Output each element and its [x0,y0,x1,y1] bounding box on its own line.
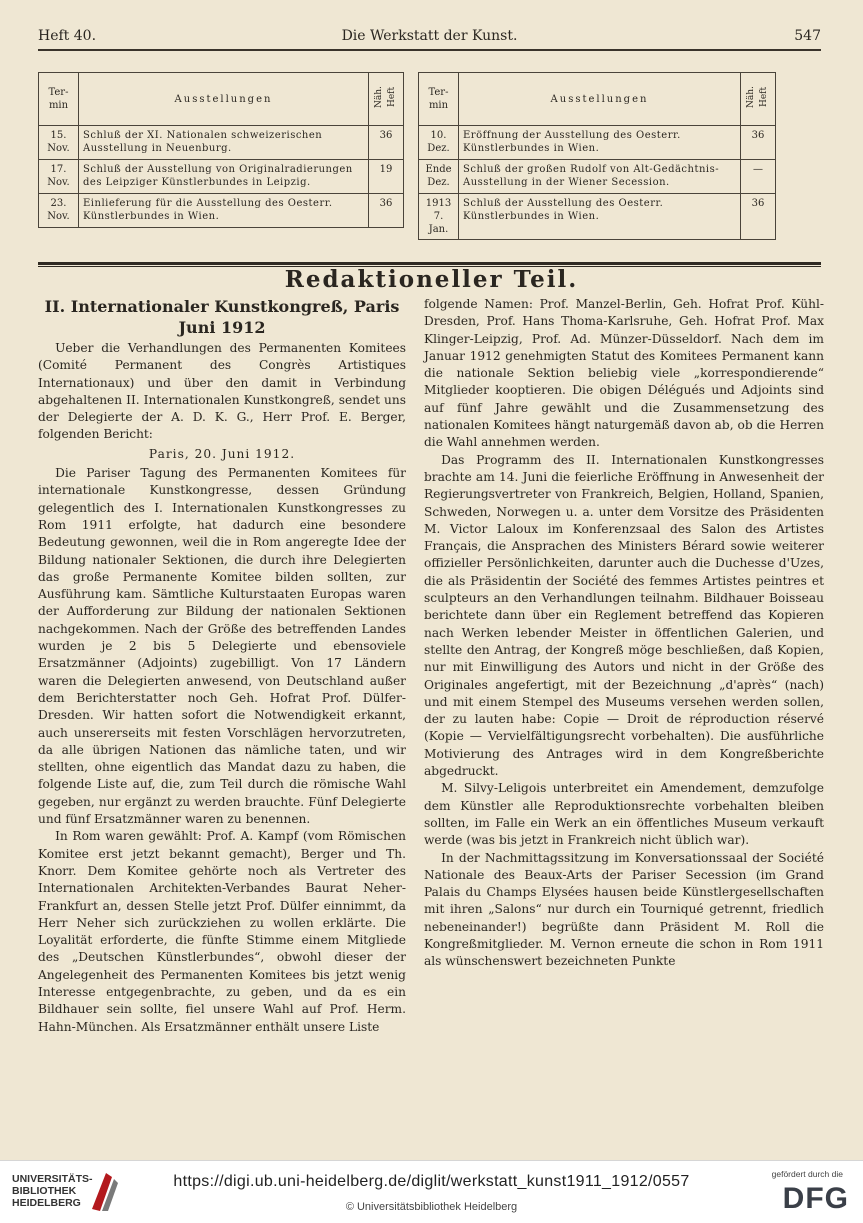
paragraph: Die Pariser Tagung des Permanenten Komitees für internationale Kunstkongresse, dessen Gründung gelegentlich des I. Internationalen Kunstkongresses zu Rom 1911 erfolgte, hat dadurch eine besondere Bedeutung gewonnen, weil die in Rom angeregte Idee der Bildung nationaler Sektionen, die durch ihre Delegierten das große Permanente Komitee bilden sollten, zur Ausführung kam. Sämtliche Kulturstaaten Europas waren der Aufforderung zur Bildung der nationalen Sektionen nachgekommen. Nach der Größe des betreffenden Landes wurden je 2 bis 5 Delegierte und ebensoviele Ersatzmänner (Adjoints) zugebilligt. Von 17 Ländern waren die Delegierten anwesend, von Deutschland außer dem Berichterstatter noch Geh. Hofrat Prof. Dülfer-Dresden. Wir hatten sofort die Notwendigkeit erkannt, auch unsererseits mit festen Vorschlägen hervorzutreten, da alle übrigen Nationen das nämliche taten, und wir stellten, ohne eigentlich das Mandat dazu zu haben, die folgende Liste auf, die, zum Teil durch die römische Wahl gegeben, nur ergänzt zu werden brauchte. Fünf Delegierte und fünf Ersatzmänner waren zu benennen. [38,466,406,827]
dfg-logo[interactable]: DFG [782,1182,849,1215]
termin-header: Ter-min [419,73,459,126]
exhibition-table-left [38,72,404,228]
text-column-right [424,296,824,971]
table-row: 23. Nov. Einlieferung für die Ausstellung des Oesterr. Künstlerbundes in Wien. 36 [39,194,404,228]
ausstellungen-header: Ausstellungen [459,73,741,126]
running-head [38,28,821,48]
table-row: 15. Nov. Schluß der XI. Nationalen schweizerischen Ausstellung in Neuenburg. 36 [39,126,404,160]
viewer-footer [0,1160,863,1223]
dateline: Paris, 20. Juni 1912. [148,446,296,461]
journal-title: Die Werkstatt der Kunst. [341,28,518,44]
paragraph: In der Nachmittagssitzung im Konversationssaal der Société Nationale des Beaux-Arts der Pariser Secession (im Grand Palais du Champs Elysées hausen beide Künstlergesellschaften mit ihren „Salons“ nur durch ein Tourniqué getrennt, friedlich nebeneinander!) begrüßte dann Präsident M. Roll die Kongreßmitglieder. M. Vernon erneute die schon in Rom 1911 als wünschenswert bezeichneten Punkte [424,850,824,969]
paragraph: folgende Namen: Prof. Manzel-Berlin, Geh. Hofrat Prof. Kühl-Dresden, Prof. Hans Thoma-Karlsruhe, Geh. Hofrat Prof. Max Klinger-Leipzig, Prof. Ad. Münzer-Düsseldorf. Nach dem im Januar 1912 genehmigten Statut des Komitees Permanent kann die nationale Sektion beliebig viele „korrespondierende“ Mitglieder kooptieren. Die obigen Délégués und Adjoints sind auf fünf Jahre gewählt und die Zusammensetzung des nationalen Komitees hängt naturgemäß davon ab, ob die Herren die Wahl annehmen werden. [424,297,824,450]
termin-header: Ter-min [39,73,79,126]
table-row: 1913 7. Jan. Schluß der Ausstellung des Oesterr. Künstlerbundes in Wien. 36 [419,194,776,240]
exhibition-table-right [418,72,776,240]
section-rule [38,262,821,265]
table-row: 10. Dez. Eröffnung der Ausstellung des Oesterr. Künstlerbundes in Wien. 36 [419,126,776,160]
section-title: Redaktioneller Teil. [284,266,579,293]
article-intro: Ueber die Verhandlungen des Permanenten Komitees (Comité Permanent des Congrès Artistiques Internationaux) und über den damit in Verbindung abgehaltenen II. Internationalen Kunstkongreß, sendet uns der Delegierte der A. D. K. G., Herr Prof. E. Berger, folgenden Bericht: [38,341,406,442]
funding-label: gefördert durch die [771,1169,843,1179]
paragraph: Das Programm des II. Internationalen Kunstkongresses brachte am 14. Juni die feierliche Eröffnung in Anwesenheit der Regierungsvertreter von Frankreich, Belgien, Holland, Spanien, Schweden, Norwegen u. a. unter dem Vorsitze des Präsidenten M. Victor Laloux im Konferenzsaal des Salon des Artistes Français, die Ansprachen des Ministers Bérard sowie weiterer offizieller Persönlichkeiten, darunter auch die Duchesse d'Uzes, die als Präsidentin der Société des femmes Artistes peintres et sculpteurs an den Verhandlungen teilnahm. Bildhauer Boisseau berichtete dann über ein Reglement betreffend das Kopieren nach Werken lebender Meister in öffentlichen Galerien, und stellte den Antrag, der Kongreß möge beschließen, daß Kopien, nur mit Einwilligung des Autors und nicht in der Größe des Originales angefertigt, mit der Bezeichnung „d'après“ (nach) und mit einem Stempel des Museums versehen werden sollen, der zu lauten habe: Copie — Droit de réproduction réservé (Kopie — Vervielfältigungsrecht vorbehalten). Die ausführliche Motivierung des Antrages wird in dem Kongreßberichte abgedruckt. [424,452,824,779]
header-rule [38,49,821,51]
text-column-left [38,296,406,1036]
paragraph: In Rom waren gewählt: Prof. A. Kampf (vom Römischen Komitee erst jetzt bekannt gemacht), Berger und Th. Knorr. Dem Komitee gehörte noch als Vertreter des Internationalen Architekten-Verbandes Baurat Neher-Frankfurt an, dessen Stelle jetzt Prof. Dülfer einnimmt, da Herr Neher sich zurückziehen zu wollen erklärte. Die Loyalität erforderte, die fünfte Stimme einem Mitgliede des „Deutschen Künstlerbundes“, obwohl dieser der Angelegenheit des Permanenten Komitees bis jetzt wenig Interesse entgegenbrachte, zu geben, und da es ein Bildhauer sein sollte, fiel unsere Wahl auf Prof. Herm. Hahn-München. Als Ersatzmänner enthält unsere Liste [38,829,406,1034]
paragraph: M. Silvy-Leligois unterbreitet ein Amendement, demzufolge dem Künstler alle Reproduktionsrechte vorbehalten bleiben sollten, im Falle ein Werk an ein öffentliches Museum verkauft werde (was bis jetzt in Frankreich nicht üblich war). [424,781,824,848]
table-row: 17. Nov. Schluß der Ausstellung von Originalradierungen des Leipziger Künstlerbundes in Leipzig. 19 [39,160,404,194]
issue-number: Heft 40. [38,28,97,44]
table-row: Ende Dez. Schluß der großen Rudolf von Alt-Gedächtnis-Ausstellung in der Wiener Secession. — [419,160,776,194]
copyright-text: © Universitätsbibliothek Heidelberg [345,1201,518,1213]
article-title: II. Internationaler Kunstkongreß, Paris Juni 1912 [44,297,400,337]
ausstellungen-header: Ausstellungen [79,73,369,126]
permalink-url[interactable]: https://digi.ub.uni-heidelberg.de/diglit/werkstatt_kunst1911_1912/0557 [173,1173,690,1190]
library-logo-text: UNIVERSITÄTS- BIBLIOTHEK HEIDELBERG [12,1173,93,1209]
page-number: 547 [794,28,821,44]
heft-header: Näh. Heft [369,73,404,126]
heft-header: Näh. Heft [741,73,776,126]
